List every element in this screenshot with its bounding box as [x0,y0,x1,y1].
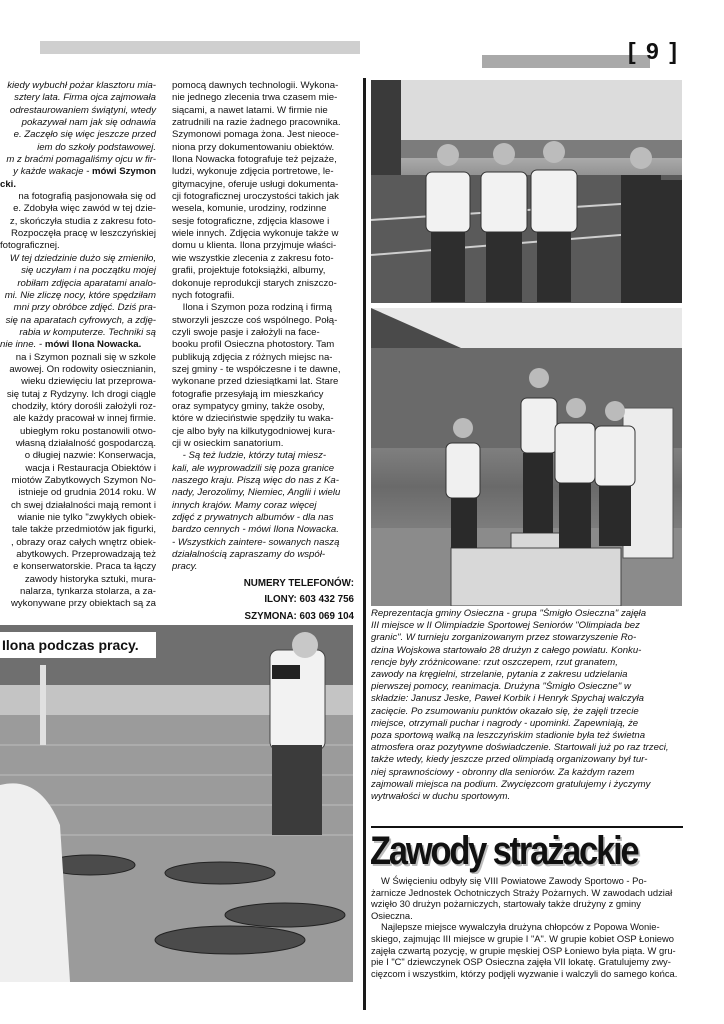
photo-photographer [0,625,353,982]
article-column-1 [0,80,156,611]
col2-paragraph-b: Ilona i Szymon poza rodziną i firmą stworzyli jeszcze coś wspólnego. Połą- czyli swoje pasje i założyli na face- booku profil Osieczna photostory. Tam publikują zdjęcia z różnych miejsc na- szej gminy - te współczesne i te dawne, wykonane przed dziesiątkami lat. Stare fotografie przesyłają im mieszkańcy oraz sympatycy gminy, także osoby, które w dzieciństwie spędziły tu waka- cje albo były na kilkutygodniowej kura- cji w osieckim sanatorium. [172,302,341,449]
page-number: [ 9 ] [628,38,679,64]
phones-heading: NUMERY TELEFONÓW: [243,577,354,589]
photo-team-track-drawing [371,80,682,303]
header-bar-left [40,41,360,54]
phone-szymon: SZYMONA: 603 069 104 [244,610,354,622]
photo-photographer-drawing [0,625,353,982]
photo-label: Ilona podczas pracy. [0,632,156,658]
col1-quote-c: W tej dziedzinie dużo się zmieniło, się uczyłam i na początku mojej robiłam zdjęcia aparatami analo- mi. Nie zliczę nocy, które spędziłam mni przy obróbce zdjęć. Dziś pra- się na aparatach cyfrowych, a zdję- rabia w komputerze. Techniki są nie inne. - mówi Ilona Nowacka. [0,252,156,351]
article-fire-contest: W Święcieniu odbyły się VIII Powiatowe Zawody Sportowo - Po- żarnicze Jednostek Ochotniczych Straży Pożarnych. W zawodach udział wzięło 30 drużyn pożarniczych, startowały także drużyny z gminy Osieczna. Najlepsze miejsce wywalczyła drużyna chłopców z Popowa Wonie- skiego, zajmując III miejsce w grupie I "A". W grupie kobiet OSP Łoniewo zajęła czwartą pozycję, w grupie męskiej OSP Łoniewo była piąta. W gru- pie I "C" dziewczynek OSP Osieczna zajęła VII lokatę. Gratulujemy zwy- cięzcom i wszystkim, którzy podjęli wyzwanie i walczyli do samego końca. [371,875,678,979]
article-column-2 [172,80,354,625]
photo-podium [371,308,682,606]
article-headline: Zawody strażackie [370,829,638,873]
header-bar-right [482,55,650,68]
column-divider [363,78,366,1010]
col1-quote-a: kiedy wybuchł pożar klasztoru mia- sztery lata. Firma ojca zajmowała odrestaurowaniem świątyni, wtedy pokazywał nam jak się odnawia e. Zaczęło się więc jeszcze przed iem do szkoły podstawowej. m z braćmi pomagaliśmy ojcu w fir- y każde wakacje - mówi Szymon cki. [0,80,156,190]
photo-podium-drawing [371,308,682,606]
phone-ilona: ILONY: 603 432 756 [264,594,354,606]
phone-numbers [172,576,354,626]
photo-caption: Reprezentacja gminy Osieczna - grupa "Śmigło Osieczna" zajęła III miejsce w II Olimpiadzie Sportowej Seniorów "Olimpiada bez granic". W turnieju zorganizowanym przez stowarzyszenie Ro- dzina Wojskowa startowało 28 drużyn z całego powiatu. Konku- rencje były zróżnicowane: rzut oszczepem, rzut granatem, zawody na kręgielni, strzelanie, pytania z zakresu udzielania pierwszej pomocy, reanimacja. Drużyna "Śmigło Osieczne" w składzie: Janusz Jeske, Paweł Korbik i Henryk Spychaj walczyła zacięcie. Po zsumowaniu punktów okazało się, że zajęli trzecie miejsce, otrzymali puchar i nagrody - upominki. Zapewniają, że poza sportową walką na leszczyńskim stadionie była też świetna atmosfera oraz pozytywne doświadczenie. Startowali już po raz trzeci, także wtedy, kiedy jeszcze przed olimpiadą organizowany był tur- niej sprawnościowy - obronny dla seniorów. Za każdym razem zajmowali miejsca na podium. Zwycięzcom gratulujemy i życzymy wytrwałości w duchu sportowym. [371,608,669,803]
col1-paragraph-d: na i Szymon poznali się w szkole awowej. On rodowity osiecznianin, wieku dziewięciu lat przeprowa- się tutaj z Rydzyny. Ich drogi ciągle chodziły, który dorośli założyli roz- ale każdy pracował w innej firmie. ubiegłym roku postanowili otwo- własną działalność gospodarczą. o długiej nazwie: Konserwacja, wacja i Restauracja Obiektów i miotów Zabytkowych Szymon No- istnieje od grudnia 2014 roku. W ch swej działalności mają remont i wianie nie tylko "zwykłych obiek- tale także przedmiotów jak figurki, , obrazy oraz całych wnętrz obiek- abytkowych. Przeprowadzają też e konserwatorskie. Praca ta łączy zawody historyka sztuki, mura- nalarza, tynkarza stolarza, a za- wykonywane przy obiektach są za [6,351,156,610]
photo-team-track [371,80,682,303]
col2-quote-c: - Są też ludzie, którzy tutaj miesz- kali, ale wyprowadzili się poza granice naszego kraju. Piszą więc do nas z Ka- nady, Jerozolimy, Niemiec, Anglii i wielu innych krajów. Mamy coraz więcej zdjęć z prywatnych albumów - dla nas bardzo cennych - mówi Ilona Nowacka. - Wszystkich zaintere- sowanych naszą działalnością zapraszamy do współ- pracy. [172,450,341,573]
col2-paragraph-a: pomocą dawnych technologii. Wykona- nie jednego zlecenia trwa czasem mie- siącami, a nawet latami. W firmie nie zatrudnili na razie żadnego pracownika. Szymonowi pomaga żona. Jest nieoce- niona przy dokumentowaniu obiektów. Ilona Nowacka fotografuje też pejzaże, ludzi, wykonuje zdjęcia portretowe, le- gitymacyjne, oferuje usługi dokumenta- cji fotograficznej uroczystości takich jak wesela, komunie, urodziny, rodzinne sesje fotograficzne, zdjęcia klasowe i wiele innych. Zdjęcia wykonuje także w domu u klienta. Ilona przyjmuje właści- wie wszystkie zlecenia z zakresu foto- grafii, projektuje fotoksiążki, albumy, dokonuje reprodukcji starych zniszczo- nych fotografii. [172,80,341,301]
col1-paragraph-b: na fotografią pasjonowała się od e. Zdobyła więc zawód w tej dzie- z, skończyła studia z zakresu foto- Rozpoczęła pracę w leszczyńskiej fotograficznej. [0,191,156,252]
